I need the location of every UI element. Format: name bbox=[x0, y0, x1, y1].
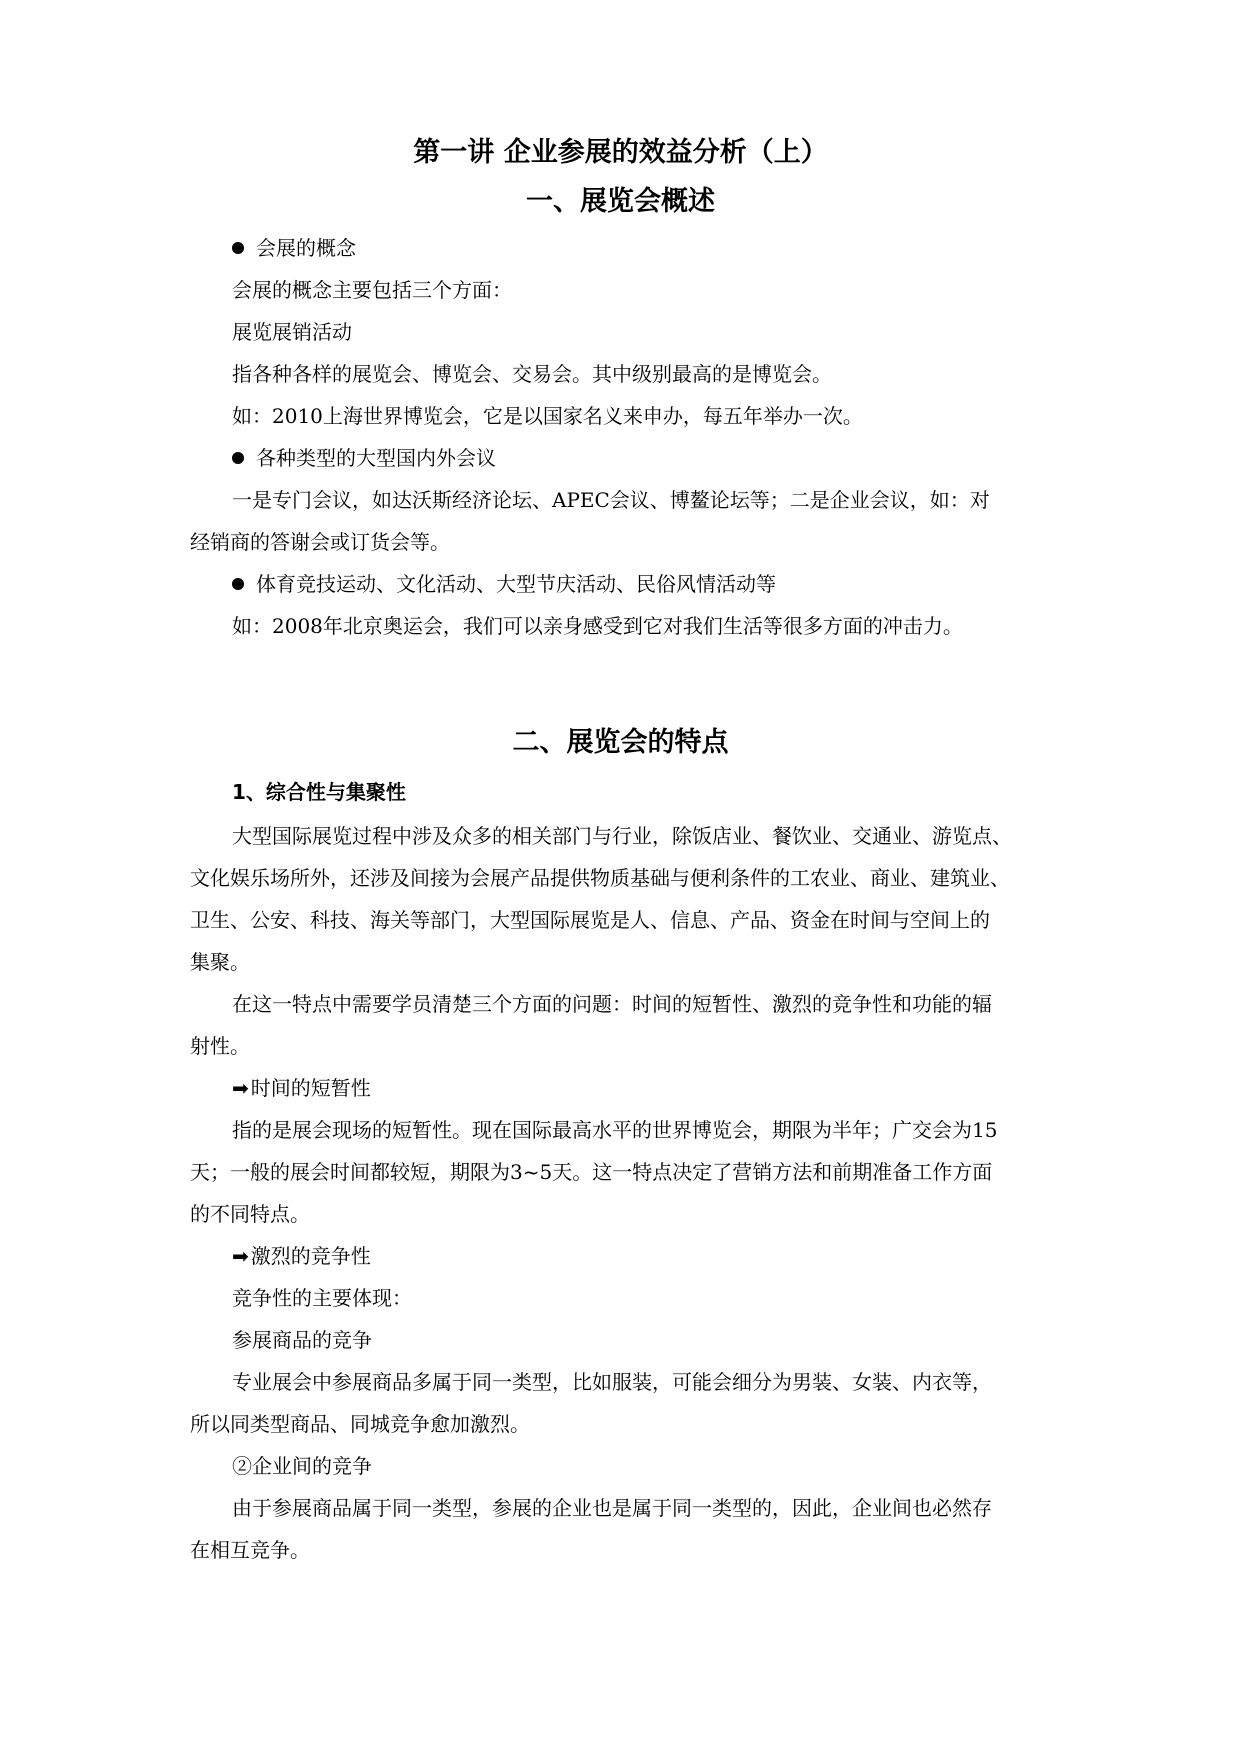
paragraph-continuation: 在相互竞争。 bbox=[190, 1538, 310, 1562]
bullet-dot-icon bbox=[232, 452, 244, 464]
paragraph: 会展的概念主要包括三个方面： bbox=[232, 278, 512, 302]
arrow-right-icon: ➡ bbox=[232, 1076, 249, 1100]
bullet-dot-icon bbox=[232, 578, 244, 590]
paragraph-continuation: 卫生、公安、科技、海关等部门，大型国际展览是人、信息、产品、资金在时间与空间上的 bbox=[190, 908, 990, 932]
paragraph: 如：2010上海世界博览会，它是以国家名义来申办，每五年举办一次。 bbox=[232, 404, 863, 428]
paragraph-continuation: 的不同特点。 bbox=[190, 1202, 310, 1226]
paragraph-continuation: 天；一般的展会时间都较短，期限为3~5天。这一特点决定了营销方法和前期准备工作方面 bbox=[190, 1160, 993, 1184]
arrow-right-icon: ➡ bbox=[232, 1244, 249, 1268]
arrow-item bbox=[232, 1076, 371, 1100]
paragraph-continuation: 所以同类型商品、同城竞争愈加激烈。 bbox=[190, 1412, 530, 1436]
paragraph: 指的是展会现场的短暂性。现在国际最高水平的世界博览会，期限为半年；广交会为15 bbox=[232, 1118, 998, 1142]
section-heading-features: 二、展览会的特点 bbox=[512, 727, 729, 758]
paragraph: 专业展会中参展商品多属于同一类型，比如服装，可能会细分为男装、女装、内衣等， bbox=[232, 1370, 992, 1394]
paragraph: 展览展销活动 bbox=[232, 320, 352, 344]
paragraph: 竞争性的主要体现： bbox=[232, 1286, 412, 1310]
bullet-text: 体育竞技运动、文化活动、大型节庆活动、民俗风情活动等 bbox=[256, 572, 776, 596]
arrow-item bbox=[232, 1244, 371, 1268]
bullet-text: 会展的概念 bbox=[256, 236, 356, 260]
paragraph-continuation: 经销商的答谢会或订货会等。 bbox=[190, 530, 450, 554]
subheading: 1、综合性与集聚性 bbox=[232, 780, 406, 804]
paragraph-continuation: 集聚。 bbox=[190, 950, 250, 974]
paragraph: 大型国际展览过程中涉及众多的相关部门与行业，除饭店业、餐饮业、交通业、游览点、 bbox=[232, 824, 1012, 848]
lecture-title: 第一讲 企业参展的效益分析（上） bbox=[413, 137, 828, 168]
paragraph: 一是专门会议，如达沃斯经济论坛、APEC会议、博鳌论坛等；二是企业会议，如：对 bbox=[232, 488, 990, 512]
paragraph-continuation: 文化娱乐场所外，还涉及间接为会展产品提供物质基础与便利条件的工农业、商业、建筑业、 bbox=[190, 866, 1010, 890]
arrow-item-text: 激烈的竞争性 bbox=[250, 1244, 371, 1268]
paragraph: 如：2008年北京奥运会，我们可以亲身感受到它对我们生活等很多方面的冲击力。 bbox=[232, 614, 963, 638]
paragraph: 由于参展商品属于同一类型，参展的企业也是属于同一类型的，因此，企业间也必然存 bbox=[232, 1496, 992, 1520]
bullet-item bbox=[232, 572, 776, 596]
bullet-dot-icon bbox=[232, 242, 244, 254]
paragraph: 在这一特点中需要学员清楚三个方面的问题：时间的短暂性、激烈的竞争性和功能的辐 bbox=[232, 992, 992, 1016]
bullet-item bbox=[232, 236, 356, 260]
bullet-text: 各种类型的大型国内外会议 bbox=[256, 446, 496, 470]
paragraph: 指各种各样的展览会、博览会、交易会。其中级别最高的是博览会。 bbox=[232, 362, 832, 386]
arrow-item-text: 时间的短暂性 bbox=[250, 1076, 371, 1100]
bullet-item bbox=[232, 446, 496, 470]
section-heading-overview: 一、展览会概述 bbox=[526, 186, 715, 217]
paragraph: 参展商品的竞争 bbox=[232, 1328, 372, 1352]
paragraph: ②企业间的竞争 bbox=[232, 1454, 372, 1478]
paragraph-continuation: 射性。 bbox=[190, 1034, 250, 1058]
